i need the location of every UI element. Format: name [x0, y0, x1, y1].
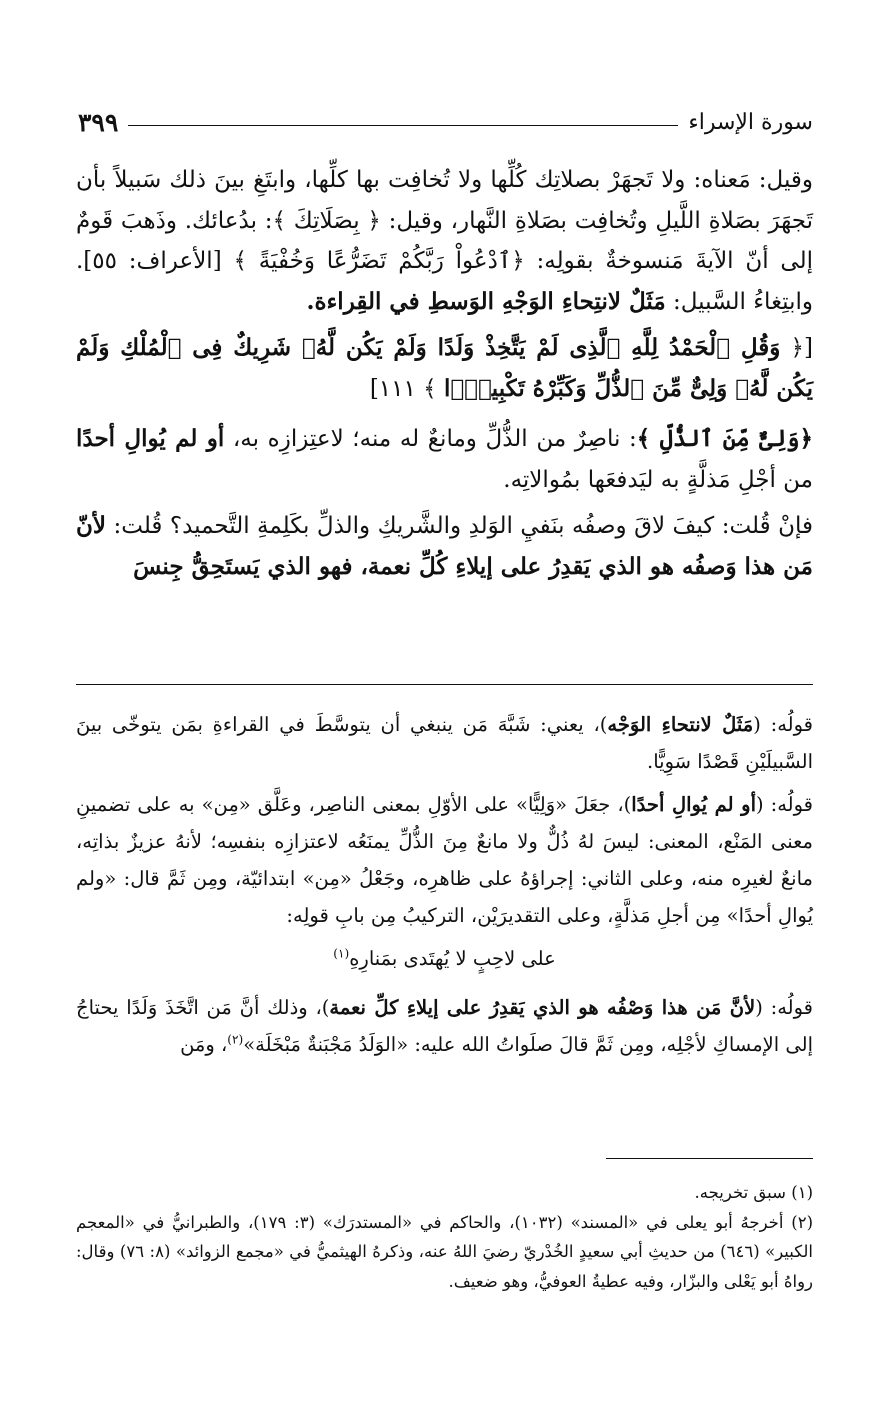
quran-verse: [76, 328, 813, 409]
footnote-1: (١) سبق تخريجه.: [694, 1183, 813, 1202]
commentary-3-text-3: ، ومَن: [180, 1033, 228, 1056]
poetry-verse: [76, 940, 813, 977]
main-paragraph-1-text: وقيل: مَعناه: ولا تَجهَرْ بصلاتِك كُلِّها ولا تُخافِت بها كلِّها، وابتَغِ بينَ ذلك سَبيلاً بأن تَجهَرَ بصَلاةِ اللَّيلِ وتُخافِت بصَلاةِ النَّهار، وقيل: ﴿ بِصَلَاتِكَ ﴾: بدُعائك. وذَهبَ قَومٌ إلى أنّ الآيةَ مَنسوخةٌ بقولِه: ﴿ٱدْعُواْ رَبَّكُمْ تَضَرُّعًا وَخُفْيَةً ﴾ [الأعراف: ٥٥]. وابتِغاءُ السَّبيل:: [76, 167, 813, 315]
poetry-verse-text: على لاحِبٍ لا يُهتَدى بمَنارِهِ: [349, 947, 556, 970]
verse-text: وَقُلِ ٱلْحَمْدُ لِلَّهِ ٱلَّذِى لَمْ يَتَّخِذْ وَلَدًا وَلَمْ يَكُن لَّهُۥ شَرِيكٌ فِى ٱلْمُلْكِ وَلَمْ يَكُن لَّهُۥ وَلِىٌّ مِّنَ ٱلذُّلِّ وَكَبِّرْهُ تَكْبِيرًۢا: [76, 334, 813, 402]
main-text: [76, 160, 813, 593]
running-title: سورة الإسراء: [688, 109, 813, 135]
verse-open: [﴿: [780, 335, 814, 361]
page-header: [78, 104, 813, 140]
commentary-paragraph-2: [76, 786, 813, 934]
main-paragraph-3-text: : ناصِرٌ من الذُّلِّ ومانعٌ له منه؛ لاعتِزازِه به،: [224, 426, 637, 452]
commentary-2-text-2: )، جعَلَ «وَلِيًّا» على الأوّلِ بمعنى الناصِر، وعَلَّق «مِن» به على تضمينِ معنى المَنْع، المعنى: ليسَ لهُ ذُلٌّ ولا مانعٌ مِنَ الذُّلِّ يمنَعُه لاعتزازِه بنفسِه؛ لأنهُ عزيزٌ بذاتِه، مانعٌ لغيرِه منه، وعلى الثاني: إجراؤهُ على ظاهرِه، وجَعْلُ «مِن» ابتدائيّة، ومِن ثَمَّ قال: «ولم يُوالِ أحدًا» مِن أجلِ مَذلَّةٍ، وعلى التقديرَيْن، التركيبُ مِن بابِ قولِه:: [76, 793, 813, 927]
commentary-3-text-2: )، وذلك أنَّ مَن اتَّخَذَ وَلَدًا يحتاجُ إلى الإمساكِ لأجْلِه، ومِن ثَمَّ قالَ صلَواتُ الله عليه: «الوَلَدُ مَجْبَنةٌ مَبْخَلَة»: [76, 996, 813, 1056]
main-paragraph-4-text: فإنْ قُلت: كيفَ لاقَ وصفُه بنَفيِ الوَلدِ والشَّريكِ والذلِّ بكَلِمةِ التَّحميد؟ قُلت:: [106, 513, 813, 539]
main-paragraph-3-bold: أو لم يُوالِ أحدًا: [76, 425, 225, 452]
page-number: ٣٩٩: [78, 107, 119, 137]
commentary-paragraph-3: [76, 989, 813, 1063]
main-divider: [76, 684, 813, 685]
verse-close: ﴾ ١١١]: [369, 375, 444, 402]
commentary-3-bold: لأنَّ مَن هذا وَصْفُه هو الذي يَقدِرُ على إيلاءِ كلِّ نعمة: [329, 996, 756, 1019]
main-paragraph-3-quran: ﴿وَلِىٌّ مِّنَ ٱلذُّلِّ ﴾: [636, 425, 813, 452]
main-paragraph-1: [76, 160, 813, 322]
header-rule: [128, 125, 678, 126]
main-paragraph-3-text-2: من أجْلِ مَذلَّةٍ به ليَدفعَها بمُوالاتِه.: [503, 466, 813, 493]
commentary-3-text: قولُه: (: [755, 996, 814, 1019]
main-paragraph-3: [76, 419, 813, 500]
commentary-2-bold: أو لم يُوالِ أحدًا: [631, 793, 757, 816]
commentary: [76, 706, 813, 1069]
main-paragraph-4-bold: لأنّ مَن هذا وَصفُه هو الذي يَقدِرُ على إيلاءِ كُلِّ نعمة، فهو الذي يَستَحِقُّ جِنسَ: [76, 512, 813, 580]
footnotes: [76, 1178, 813, 1296]
commentary-1-text-2: )، يعني: شَبَّهَ مَن ينبغي أن يتوسَّطَ في القراءةِ بمَن يتوخّى بينَ السَّبيلَيْنِ قَصْدًا سَوِيًّا.: [76, 713, 813, 773]
commentary-1-bold: مَثَلٌ لانتحاءِ الوَجْه: [607, 713, 754, 736]
commentary-2-text: قولُه: (: [756, 793, 813, 816]
footnote-ref-2: (٢): [227, 1032, 244, 1047]
footnote-divider: [606, 1158, 813, 1159]
main-paragraph-1-bold: مَثَلٌ لانتِحاءِ الوَجْهِ الوَسطِ في القِراءة.: [306, 287, 666, 315]
main-paragraph-4: [76, 506, 813, 587]
footnote-2: (٢) أخرجهُ أبو يعلى في «المسند» (١٠٣٢)، والحاكم في «المستدرَك» (٣: ١٧٩)، والطبرانيُّ في «المعجم الكبير» (٦٤٦) من حديثِ أبي سعيدٍ الخُدْريّ رضيَ اللهُ عنه، وذكرهُ الهيثميُّ في «مجمع الزوائد» (٨: ٧٦) وقال: رواهُ أبو يَعْلى والبزّار، وفيه عطيةُ العوفيُّ، وهو ضعيف.: [76, 1212, 813, 1291]
commentary-1-text: قولُه: (: [753, 713, 813, 736]
footnote-ref-1: (١): [333, 946, 350, 961]
commentary-paragraph-1: [76, 706, 813, 780]
